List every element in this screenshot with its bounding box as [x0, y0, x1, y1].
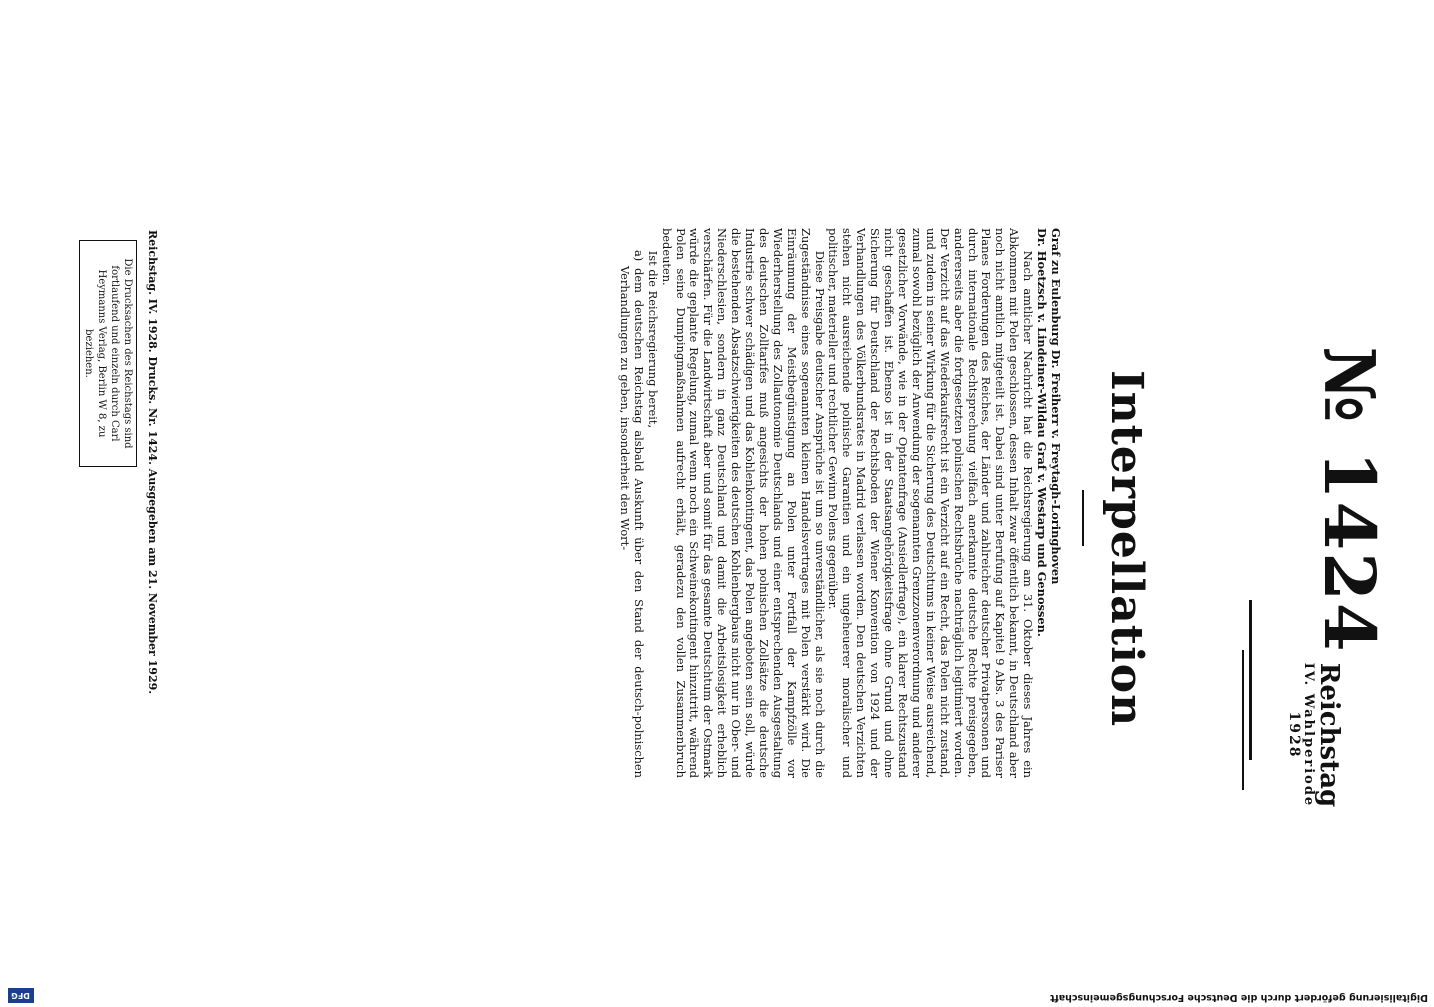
dfg-logo-icon	[8, 988, 34, 1003]
document-body	[617, 228, 1062, 778]
publisher-note-box: Die Drucksachen des Reichstags sind fortlaufend und einzeln durch Carl Heymanns Verlag, Berlin W 8, zu beziehen.	[79, 240, 137, 467]
digitization-credit-text: Digitalisierung gefördert durch die Deutsche Forschungsgemeinschaft	[1050, 992, 1428, 1003]
paragraph-3: Ist die Reichsregierung bereit,	[645, 250, 660, 429]
digitization-credit	[13, 985, 1428, 1007]
masthead-rule	[1242, 650, 1244, 790]
publication-footer: Reichstag. IV. 1928. Drucks. Nr. 1424. Ausgegeben am 21. November 1929.	[146, 230, 159, 695]
document-title: Interpellation	[1101, 370, 1152, 728]
dfg-logo-text: DFG	[11, 991, 31, 1001]
masthead-name: Reichstag	[1314, 662, 1344, 808]
signers-line-1: Graf zu Eulenburg Dr. Freiherr v. Freytagh-Loringhoven	[1049, 228, 1063, 585]
masthead	[1286, 650, 1342, 820]
masthead-period: IV. Wahlperiode	[1300, 662, 1316, 808]
paragraph-1: Nach amtlicher Nachricht hat die Reichsregierung am 31. Oktober dieses Jahres ein Abkommen mit Polen geschlossen, dessen Inhalt zwar öffentlich bekannt, in Deutschland aber noch nicht amtlich mitgeteilt ist. Dabei sind unter Berufung auf Kapitel 9 Abs. 3 des Pariser Planes Forderungen des Reiches, der Länder und zahlreicher deutscher Privatpersonen und durch internationale Rechtsprechung vielfach anerkannte deutsche Rechte preisgegeben, andererseits aber die fortgesetzten polnischen Rechtsbrüche nachträglich legitimiert worden. Der Verzicht auf das Wiederkaufsrecht ist ein Verzicht auf ein Recht, das Polen nicht zustand, und zudem in seiner Wirkung für die Sicherung des Deutschtums in keiner Weise ausreichend, zumal sowohl bezüglich der Anwendung der sogenannten Grenzzonenverordnung und anderer gesetzlicher Vorwände, wie in der Optantenfrage (Ansiedlerfrage), ein klarer Rechtszustand nicht geschaffen ist. Ebenso ist in der Staatsangehörigkeitsfrage ohne Grund und ohne Sicherung für Deutschland der Rechtsboden der Wiener Konvention von 1924 und der Verhandlungen des Völkerbundsrates in Madrid verlassen worden. Den deutschen Verzichten stehen nicht ausreichende polnische Garantien und ein ungeheuerer moralischer und politischer, materieller und rechtlicher Gewinn Polens gegenüber.	[826, 228, 1036, 778]
document-number: № 1424	[1308, 346, 1391, 654]
signers-line-2: Dr. Hoetzsch v. Lindeiner-Wildau Graf v. Westarp und Genossen.	[1035, 228, 1050, 637]
list-item-a: a) dem deutschen Reichstag alsbald Auskunft über den Stand der deutsch-polnischen Verhandlungen zu geben, insonderheit den Wort-	[617, 250, 646, 778]
number-rule	[1249, 600, 1252, 760]
title-rule	[1082, 490, 1084, 546]
masthead-year: 1928	[1286, 711, 1303, 759]
paragraph-2: Diese Preisgabe deutscher Ansprüche ist um so unverständlicher, als sie noch durch die Zugeständnisse eines sogenannten kleinen Handelsvertrages mit Polen verstärkt wird. Die Einräumung der Meistbegünstigung an Polen unter Fortfall der Kampfzölle vor Wiederherstellung des Zollautonomie Deutschlands und einer entsprechenden Ausgestaltung des deutschen Zolltarifes muß angesichts der hohen polnischen Zollsätze die deutsche Industrie schwer schädigen und das Kohlenkontingent, das Polen angeboten sein soll, würde die bestehenden Absatzschwierigkeiten des deutschen Kohlenbergbaus nicht nur in Ober- und Niederschlesien, sondern in ganz Deutschland und damit die Arbeitslosigkeit erheblich verschärfen. Für die Landwirtschaft aber und somit für das gesamte Deutschtum der Ostmark würde die geplante Regelung, zumal wenn noch ein Schweinekontingent hinzutritt, während Polen seine Dumpingmaßnahmen aufrecht erhält, geradezu den vollen Zusammenbruch bedeuten.	[659, 228, 827, 778]
